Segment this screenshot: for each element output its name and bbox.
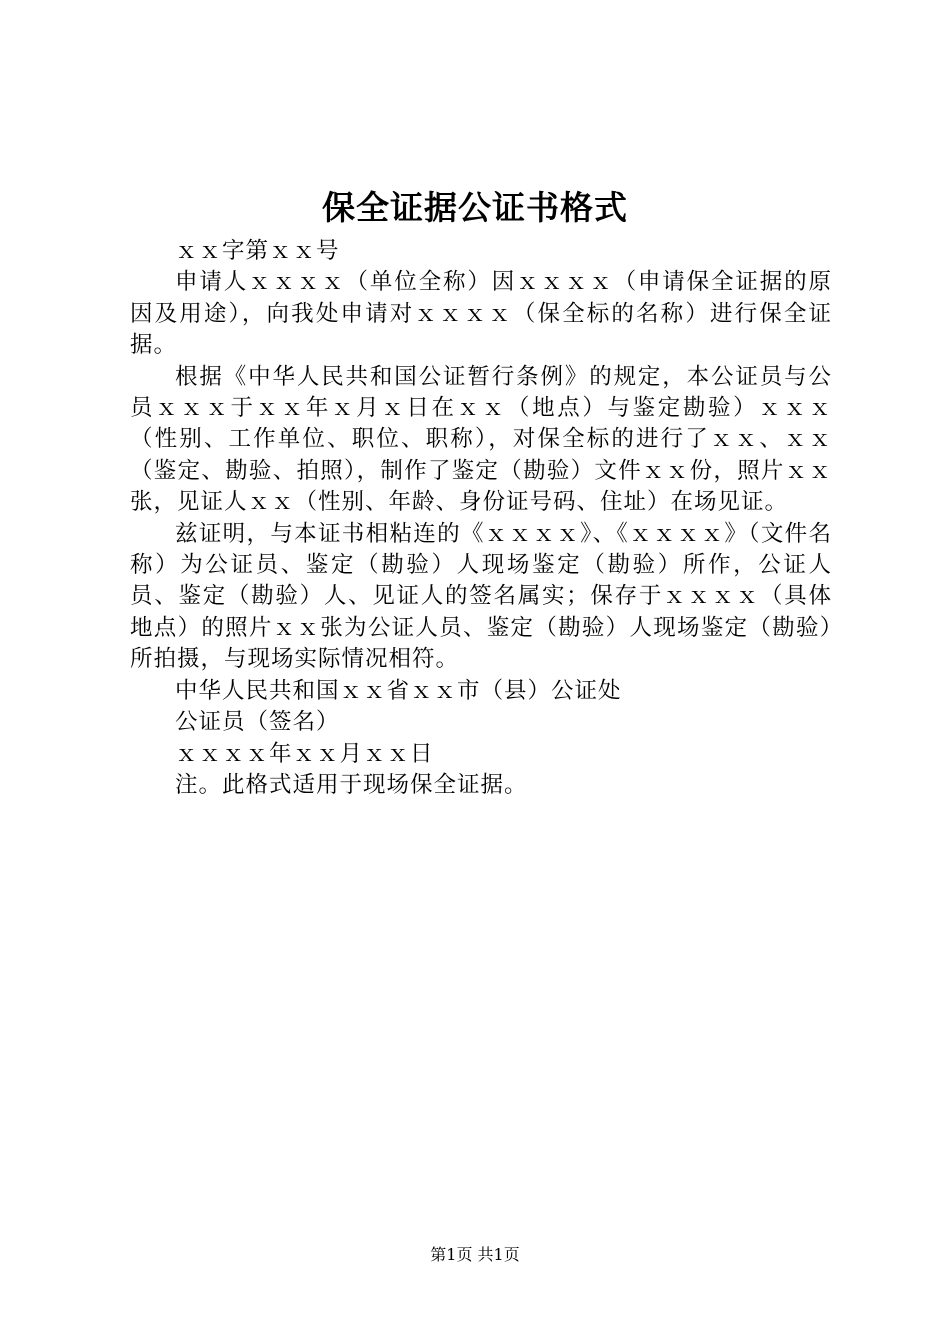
certification-paragraph: 兹证明，与本证书相粘连的《ｘｘｘｘ》、《ｘｘｘｘ》（文件名称）为公证员、鉴定（勘验）人现场鉴定（勘验）所作，公证人员、鉴定（勘验）人、见证人的签名属实；保存于ｘｘｘｘ（具体地点）的照片ｘｘ张为公证人员、鉴定（勘验）人现场鉴定（勘验）所拍摄，与现场实际情况相符。 [130, 520, 832, 673]
notary-office: 中华人民共和国ｘｘ省ｘｘ市（县）公证处 [175, 677, 622, 704]
regulation-paragraph: 根据《中华人民共和国公证暂行条例》的规定，本公证员与公员ｘｘｘ于ｘｘ年ｘ月ｘ日在ｘｘ（地点）与鉴定勘验）ｘｘｘ（性别、工作单位、职位、职称），对保全标的进行了ｘｘ、ｘｘ（鉴定、勘验、拍照），制作了鉴定（勘验）文件ｘｘ份，照片ｘｘ张，见证人ｘｘ（性别、年龄、身份证号码、住址）在场见证。 [130, 363, 832, 516]
document-title: 保全证据公证书格式 [322, 188, 628, 227]
issue-date: ｘｘｘｘ年ｘｘ月ｘｘ日 [175, 740, 434, 767]
document-body [130, 236, 832, 801]
page-number: 第1页 共1页 [430, 1245, 520, 1264]
certificate-number: ｘｘ字第ｘｘ号 [175, 238, 340, 264]
notary-signature: 公证员（签名） [175, 709, 340, 736]
usage-note: 注。此格式适用于现场保全证据。 [175, 771, 528, 798]
applicant-paragraph: 申请人ｘｘｘｘ（单位全称）因ｘｘｘｘ（申请保全证据的原因及用途），向我处申请对ｘｘｘｘ（保全标的名称）进行保全证据。 [130, 269, 832, 359]
